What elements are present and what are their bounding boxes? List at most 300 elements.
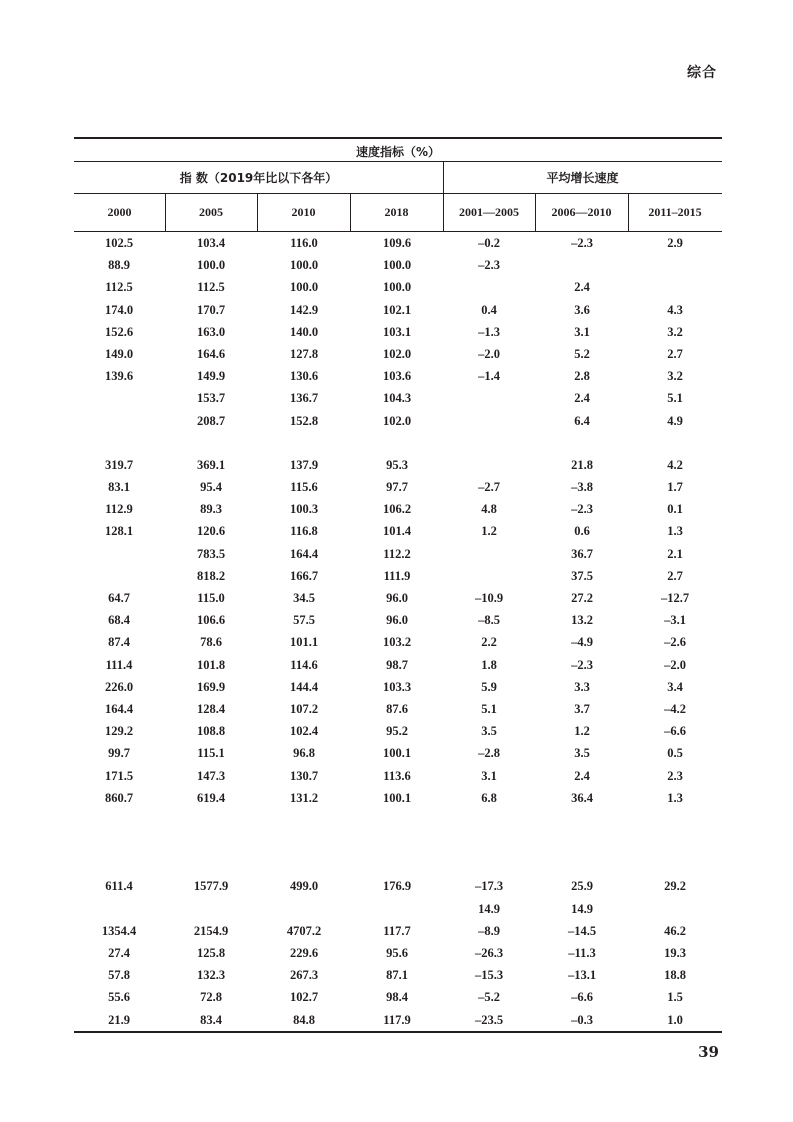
table-cell: 171.5: [104, 768, 134, 783]
table-cell: 84.8: [293, 1012, 315, 1027]
table-cell: [542, 432, 622, 454]
table-cell: 3.5: [574, 746, 590, 761]
table-cell: [449, 276, 529, 298]
table-cell: 100.0: [382, 258, 412, 273]
table-cell: 144.4: [289, 679, 319, 694]
table-cell: [357, 809, 437, 831]
table-cell: 128.1: [104, 524, 134, 539]
table-cell: 103.4: [196, 236, 226, 250]
table-cell: 149.9: [196, 369, 226, 384]
table-cell: 226.0: [104, 679, 134, 694]
table-cell: 2.7: [667, 346, 683, 361]
table-cell: 36.7: [571, 546, 593, 561]
table-cell: 36.4: [571, 790, 593, 805]
table-cell: 101.1: [289, 635, 319, 650]
table-cell: 2.8: [574, 369, 590, 384]
table-cell: 87.6: [386, 701, 408, 716]
table-cell: –2.6: [664, 635, 686, 650]
table-cell: 100.1: [382, 790, 412, 805]
table-cell: [449, 432, 529, 454]
table-cell: 128.4: [196, 701, 226, 716]
table-cell: –0.3: [571, 1012, 593, 1027]
table-cell: 34.5: [293, 591, 315, 605]
table-cell: 57.8: [108, 968, 130, 983]
table-cell: 5.9: [481, 679, 497, 694]
table-row: [74, 853, 722, 875]
table-cell: –17.3: [474, 879, 504, 894]
table-cell: –13.1: [567, 968, 597, 983]
table-cell: –15.3: [474, 968, 504, 983]
table-cell: –4.2: [664, 701, 686, 716]
table-cell: [542, 831, 622, 853]
table-row: [74, 343, 722, 365]
table-cell: [449, 410, 529, 432]
table-cell: 102.0: [382, 346, 412, 361]
table-cell: 112.2: [383, 546, 411, 561]
table-cell: 19.3: [664, 946, 686, 960]
table-cell: 131.2: [289, 790, 319, 805]
table-cell: 97.7: [386, 480, 408, 495]
table-cell: [357, 898, 437, 920]
table-cell: 89.3: [200, 502, 222, 517]
table-bottom-rule: [74, 1031, 722, 1033]
table-cell: 99.7: [108, 746, 130, 761]
table-cell: 100.0: [382, 280, 412, 295]
table-cell: [635, 276, 715, 298]
table-cell: 1.5: [667, 990, 683, 1005]
table-cell: 783.5: [196, 546, 226, 561]
page-number: 39: [698, 1043, 719, 1061]
table-cell: 2.9: [667, 236, 683, 250]
table-cell: 78.6: [200, 635, 222, 650]
table-cell: –3.1: [664, 613, 686, 628]
table-cell: –11.3: [568, 946, 596, 960]
table-cell: [542, 853, 622, 875]
table-cell: 4.9: [667, 413, 683, 428]
table-cell: 3.5: [481, 724, 497, 739]
table-cell: 103.3: [382, 679, 412, 694]
table-cell: [79, 809, 159, 831]
table-cell: 166.7: [289, 568, 319, 583]
table-cell: –3.8: [571, 480, 593, 495]
table-cell: [79, 410, 159, 432]
table-cell: 100.1: [382, 746, 412, 761]
table-cell: [449, 831, 529, 853]
table-cell: 229.6: [289, 946, 319, 960]
table-row: [74, 765, 722, 787]
table-cell: –4.9: [571, 635, 593, 650]
table-cell: 129.2: [104, 724, 134, 739]
table-cell: 14.9: [571, 901, 593, 916]
table-cell: 96.0: [386, 613, 408, 628]
table-row: [74, 742, 722, 764]
table-cell: 106.2: [382, 502, 412, 517]
table-row: [74, 276, 722, 298]
table-cell: 115.6: [290, 480, 318, 495]
table-cell: 4707.2: [286, 923, 322, 938]
table-cell: 68.4: [108, 613, 130, 628]
table-row: [74, 964, 722, 986]
table-cell: 3.6: [574, 302, 590, 317]
table-row: [74, 365, 722, 387]
table-cell: 112.9: [105, 502, 133, 517]
table-cell: 88.9: [108, 258, 130, 273]
table-cell: 55.6: [108, 990, 130, 1005]
table-cell: 3.1: [481, 768, 497, 783]
table-cell: 83.4: [200, 1012, 222, 1027]
growth-group-header: 平均增长速度: [546, 171, 619, 185]
table-cell: 57.5: [293, 613, 315, 628]
table-cell: 109.6: [382, 236, 412, 250]
table-cell: 208.7: [196, 413, 226, 428]
table-cell: 5.1: [667, 391, 683, 406]
table-cell: –2.3: [478, 258, 500, 273]
table-cell: –26.3: [474, 946, 504, 960]
table-row: [74, 787, 722, 809]
table-cell: 4.3: [667, 302, 683, 317]
table-row: [74, 875, 722, 897]
table-cell: 95.2: [386, 724, 408, 739]
table-cell: 106.6: [196, 613, 226, 628]
table-cell: 2154.9: [193, 923, 229, 938]
table-cell: 111.9: [383, 568, 411, 583]
table-cell: 98.4: [386, 990, 408, 1005]
table-cell: [449, 565, 529, 587]
table-row: [74, 631, 722, 653]
table-cell: 115.0: [197, 591, 225, 605]
table-cell: 27.2: [571, 591, 593, 605]
table-cell: 2.4: [574, 768, 590, 783]
table-cell: [171, 831, 251, 853]
table-cell: 101.4: [382, 524, 412, 539]
table-cell: 64.7: [108, 591, 130, 605]
table-cell: 169.9: [196, 679, 226, 694]
table-cell: 499.0: [289, 879, 319, 894]
table-cell: –2.3: [571, 236, 593, 250]
table-cell: 2.3: [667, 768, 683, 783]
table-row: [74, 720, 722, 742]
table-cell: 164.4: [289, 546, 319, 561]
table-row: [74, 898, 722, 920]
table-cell: 25.9: [571, 879, 593, 894]
table-row: [74, 454, 722, 476]
table-cell: 3.4: [667, 679, 683, 694]
table-cell: 117.9: [383, 1012, 411, 1027]
table-cell: 267.3: [289, 968, 319, 983]
table-cell: [542, 809, 622, 831]
table-cell: 101.8: [196, 657, 226, 672]
table-cell: 147.3: [196, 768, 226, 783]
table-cell: 5.1: [481, 701, 497, 716]
table-cell: 0.1: [667, 502, 683, 517]
table-cell: 107.2: [289, 701, 319, 716]
table-cell: 5.2: [574, 346, 590, 361]
table-cell: [449, 853, 529, 875]
table-row: [74, 809, 722, 831]
table-cell: [79, 853, 159, 875]
table-cell: [635, 432, 715, 454]
table-cell: [79, 831, 159, 853]
table-cell: 818.2: [196, 568, 226, 583]
table-cell: [79, 898, 159, 920]
table-row: [74, 676, 722, 698]
table-cell: 4.8: [481, 502, 497, 517]
table-cell: [635, 831, 715, 853]
table-row: [74, 254, 722, 276]
table-cell: [635, 898, 715, 920]
column-header-2000: 2000: [107, 205, 132, 219]
table-row: [74, 432, 722, 454]
table-cell: 139.6: [104, 369, 134, 384]
table-cell: [357, 432, 437, 454]
table-cell: –1.3: [478, 324, 500, 339]
table-cell: –5.2: [478, 990, 500, 1005]
table-row: [74, 1009, 722, 1031]
table-cell: 100.0: [196, 258, 226, 273]
table-cell: 1.2: [574, 724, 590, 739]
table-cell: [635, 853, 715, 875]
table-cell: –6.6: [664, 724, 686, 739]
table-cell: [264, 831, 344, 853]
section-label: 综合: [687, 65, 717, 81]
table-cell: 130.6: [289, 369, 319, 384]
table-cell: 72.8: [200, 990, 222, 1005]
table-cell: –12.7: [660, 591, 690, 605]
table-cell: 95.6: [386, 946, 408, 960]
table-cell: 112.5: [197, 280, 225, 295]
table-cell: 116.8: [290, 524, 318, 539]
table-cell: 103.2: [382, 635, 412, 650]
table-cell: –10.9: [474, 591, 504, 605]
table-cell: 619.4: [196, 790, 226, 805]
table-row: [74, 831, 722, 853]
table-cell: 100.3: [289, 502, 319, 517]
table-cell: 95.4: [200, 480, 222, 495]
super-header: 速度指标（%）: [355, 145, 441, 159]
table-cell: 163.0: [196, 324, 226, 339]
table-row: [74, 476, 722, 498]
table-row: [74, 942, 722, 964]
table-cell: 117.7: [383, 923, 411, 938]
column-header-2001-2005: 2001—2005: [459, 205, 519, 219]
table-cell: 1577.9: [193, 879, 229, 894]
table-cell: 611.4: [105, 879, 133, 894]
table-cell: [264, 898, 344, 920]
table-cell: 1.0: [667, 1012, 683, 1027]
table-cell: 95.3: [386, 457, 408, 472]
table-cell: [357, 831, 437, 853]
table-cell: [449, 387, 529, 409]
table-cell: 127.8: [289, 346, 319, 361]
table-cell: 37.5: [571, 568, 593, 583]
table-cell: 1.8: [481, 657, 497, 672]
table-cell: 2.7: [667, 568, 683, 583]
table-cell: 98.7: [386, 657, 408, 672]
table-cell: 0.5: [667, 746, 683, 761]
table-row: [74, 520, 722, 542]
table-cell: 18.8: [664, 968, 686, 983]
table-body: [74, 232, 722, 1031]
table-cell: [449, 543, 529, 565]
table-cell: 3.2: [667, 369, 683, 384]
table-row: [74, 609, 722, 631]
table-row: [74, 410, 722, 432]
table-cell: 3.3: [574, 679, 590, 694]
table-cell: 102.0: [382, 413, 412, 428]
table-cell: 3.2: [667, 324, 683, 339]
table-cell: 87.4: [108, 635, 130, 650]
table-cell: 149.0: [104, 346, 134, 361]
table-row: [74, 321, 722, 343]
table-cell: –14.5: [567, 923, 597, 938]
table-cell: [79, 565, 159, 587]
table-cell: 136.7: [289, 391, 319, 406]
table-cell: 113.6: [383, 768, 411, 783]
table-cell: –2.3: [571, 657, 593, 672]
table-cell: 174.0: [104, 302, 134, 317]
table-cell: 46.2: [664, 923, 686, 938]
table-row: [74, 232, 722, 254]
table-cell: 3.7: [574, 701, 590, 716]
column-header-2006-2010: 2006—2010: [551, 205, 612, 219]
column-header-2010: 2010: [291, 205, 316, 219]
table-cell: –2.0: [664, 657, 686, 672]
table-cell: 96.0: [386, 591, 408, 605]
table-cell: 125.8: [196, 946, 226, 960]
table-cell: [449, 809, 529, 831]
table-row: [74, 299, 722, 321]
table-cell: 0.4: [481, 302, 497, 317]
table-cell: 120.6: [196, 524, 226, 539]
table-cell: [79, 543, 159, 565]
table-cell: 116.0: [290, 236, 318, 250]
table-cell: 164.6: [196, 346, 226, 361]
table-row: [74, 498, 722, 520]
table-cell: 103.6: [382, 369, 412, 384]
table-cell: 2.4: [574, 391, 590, 406]
table-cell: 6.8: [481, 790, 497, 805]
table-cell: 13.2: [571, 613, 593, 628]
table-cell: 319.7: [104, 457, 134, 472]
table-cell: [357, 853, 437, 875]
table-cell: 2.4: [574, 280, 590, 295]
table-row: [74, 654, 722, 676]
header-divider: [74, 193, 722, 194]
table-cell: 142.9: [289, 302, 319, 317]
table-cell: 14.9: [478, 901, 500, 916]
table-cell: 83.1: [108, 480, 130, 495]
table-cell: 3.1: [574, 324, 590, 339]
table-cell: 21.8: [571, 457, 593, 472]
table-cell: 130.7: [289, 768, 319, 783]
header-divider: [74, 161, 722, 162]
index-group-header: 指 数（2019年比以下各年）: [179, 171, 338, 185]
table-cell: 100.0: [289, 258, 319, 273]
table-cell: 2.2: [481, 635, 497, 650]
table-cell: [449, 454, 529, 476]
table-row: [74, 387, 722, 409]
table-cell: –2.3: [571, 502, 593, 517]
table-cell: 369.1: [196, 457, 226, 472]
table-cell: [79, 387, 159, 409]
table-row: [74, 698, 722, 720]
table-cell: –1.4: [478, 369, 500, 384]
table-cell: 1.3: [667, 524, 683, 539]
table-cell: 1.2: [481, 524, 497, 539]
table-cell: [635, 809, 715, 831]
table-cell: 137.9: [289, 457, 319, 472]
table-row: [74, 543, 722, 565]
table-cell: 1.7: [667, 480, 683, 495]
table-cell: 1.3: [667, 790, 683, 805]
table-cell: 170.7: [196, 302, 226, 317]
table-cell: [171, 898, 251, 920]
table-cell: 29.2: [664, 879, 686, 894]
table-cell: 132.3: [196, 968, 226, 983]
table-cell: 176.9: [382, 879, 412, 894]
table-cell: 114.6: [290, 657, 318, 672]
table-cell: 152.6: [104, 324, 134, 339]
table-cell: –2.7: [478, 480, 500, 495]
table-cell: 102.1: [382, 302, 412, 317]
table-cell: 2.1: [667, 546, 683, 561]
table-cell: [79, 432, 159, 454]
table-cell: 152.8: [289, 413, 319, 428]
table-cell: 103.1: [382, 324, 412, 339]
table-cell: 140.0: [289, 324, 319, 339]
table-cell: 860.7: [104, 790, 134, 805]
table-cell: [264, 809, 344, 831]
table-row: [74, 565, 722, 587]
table-cell: –23.5: [474, 1012, 504, 1027]
table-cell: [635, 254, 715, 276]
table-cell: [171, 809, 251, 831]
table-top-rule: [74, 137, 722, 139]
table-cell: –0.2: [478, 236, 500, 250]
table-cell: [542, 254, 622, 276]
table-cell: 6.4: [574, 413, 590, 428]
table-cell: [264, 853, 344, 875]
table-cell: 108.8: [196, 724, 226, 739]
table-cell: [171, 853, 251, 875]
table-cell: 0.6: [574, 524, 590, 539]
table-cell: [171, 432, 251, 454]
table-row: [74, 920, 722, 942]
table-cell: 111.4: [105, 657, 133, 672]
table-cell: 4.2: [667, 457, 683, 472]
table-cell: 100.0: [289, 280, 319, 295]
table-row: [74, 587, 722, 609]
column-header-2005: 2005: [199, 205, 223, 219]
table-cell: 96.8: [293, 746, 315, 761]
table-cell: –8.9: [478, 923, 500, 938]
table-cell: 1354.4: [101, 923, 137, 938]
table-cell: 112.5: [105, 280, 133, 295]
table-cell: 164.4: [104, 701, 134, 716]
table-cell: 102.7: [289, 990, 319, 1005]
table-cell: 102.5: [104, 236, 134, 250]
table-cell: 115.1: [197, 746, 225, 761]
table-cell: –8.5: [478, 613, 500, 628]
table-cell: 21.9: [108, 1012, 130, 1027]
table-cell: 104.3: [382, 391, 412, 406]
column-header-2018: 2018: [384, 205, 409, 219]
table-row: [74, 986, 722, 1008]
table-cell: 87.1: [386, 968, 408, 983]
table-cell: [264, 432, 344, 454]
column-header-2011-2015: 2011–2015: [648, 205, 702, 219]
table-cell: –6.6: [571, 990, 593, 1005]
